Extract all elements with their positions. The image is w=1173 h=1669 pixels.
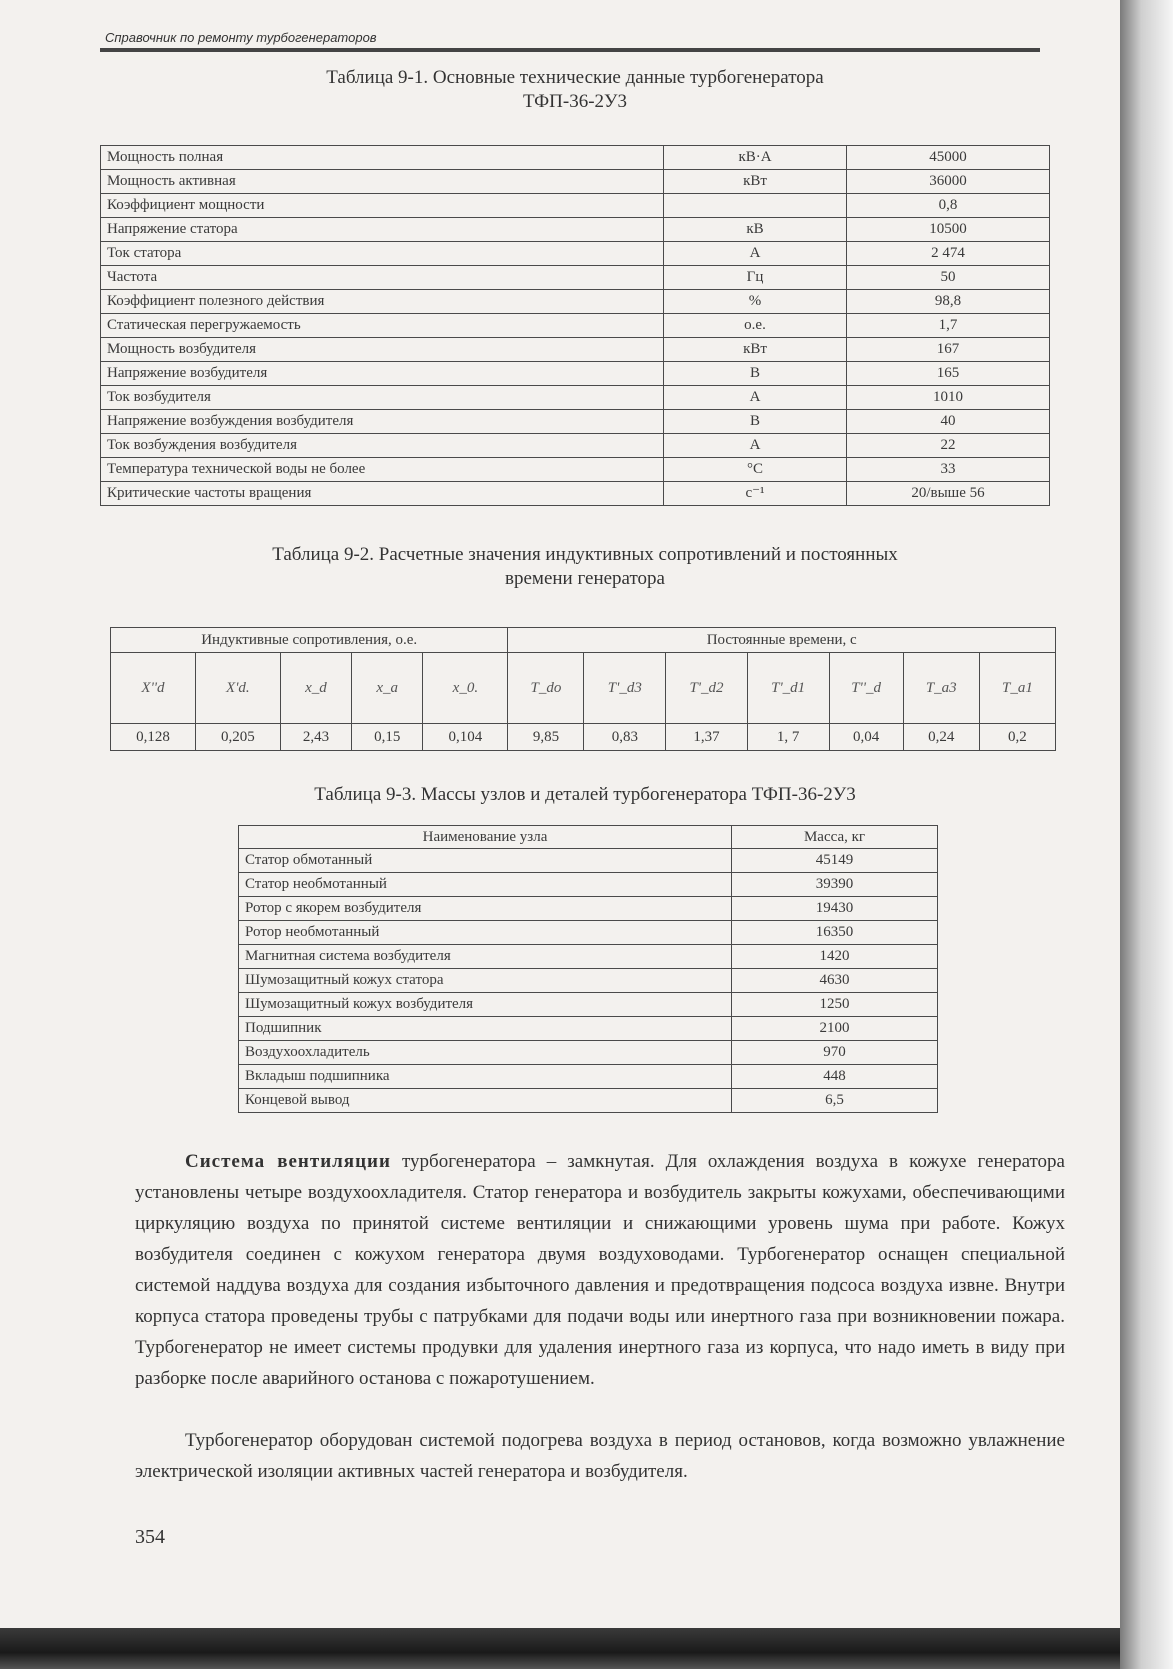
unit-mass: 970 xyxy=(732,1041,938,1065)
value-cell: 0,15 xyxy=(352,724,423,751)
unit-name: Воздухоохладитель xyxy=(239,1041,732,1065)
param-name: Напряжение возбуждения возбудителя xyxy=(101,410,664,434)
unit-mass: 1250 xyxy=(732,993,938,1017)
table-row xyxy=(101,170,1050,194)
group-header-time-constants: Постоянные времени, с xyxy=(508,628,1056,653)
table-row xyxy=(101,146,1050,170)
table-row xyxy=(101,434,1050,458)
table-row xyxy=(101,194,1050,218)
symbol-cell: X'd. xyxy=(195,653,280,724)
param-unit: В xyxy=(664,410,847,434)
table-row xyxy=(101,266,1050,290)
param-value: 2 474 xyxy=(847,242,1050,266)
param-value: 20/выше 56 xyxy=(847,482,1050,506)
table1-caption-line2: ТФП-36-2У3 xyxy=(522,91,628,112)
param-value: 50 xyxy=(847,266,1050,290)
unit-name: Статор необмотанный xyxy=(239,873,732,897)
unit-name: Шумозащитный кожух возбудителя xyxy=(239,993,732,1017)
param-value: 1010 xyxy=(847,386,1050,410)
param-name: Напряжение возбудителя xyxy=(101,362,664,386)
value-cell: 0,83 xyxy=(584,724,666,751)
table-row xyxy=(239,1089,938,1113)
param-unit: кВт xyxy=(664,338,847,362)
unit-name: Ротор с якорем возбудителя xyxy=(239,897,732,921)
param-unit: кВт xyxy=(664,170,847,194)
param-name: Ток возбуждения возбудителя xyxy=(101,434,664,458)
param-value: 98,8 xyxy=(847,290,1050,314)
param-unit: А xyxy=(664,242,847,266)
table3-caption: Таблица 9-3. Массы узлов и деталей турбогенератора ТФП-36-2У3 xyxy=(314,784,856,805)
table-row xyxy=(101,410,1050,434)
param-value: 33 xyxy=(847,458,1050,482)
param-value: 40 xyxy=(847,410,1050,434)
unit-mass: 39390 xyxy=(732,873,938,897)
param-unit: А xyxy=(664,434,847,458)
technical-data-table xyxy=(100,145,1050,506)
unit-mass: 6,5 xyxy=(732,1089,938,1113)
unit-name: Шумозащитный кожух статора xyxy=(239,969,732,993)
group-header-reactances: Индуктивные сопротивления, о.е. xyxy=(111,628,508,653)
table-row xyxy=(239,1017,938,1041)
value-cell: 9,85 xyxy=(508,724,584,751)
reactance-table xyxy=(110,627,1056,751)
param-unit xyxy=(664,194,847,218)
param-unit: В xyxy=(664,362,847,386)
value-cell: 2,43 xyxy=(280,724,351,751)
unit-name: Вкладыш подшипника xyxy=(239,1065,732,1089)
symbol-cell: x_d xyxy=(280,653,351,724)
param-value: 167 xyxy=(847,338,1050,362)
mass-table xyxy=(238,825,938,1113)
paragraph-heating: Турбогенератор оборудован системой подогрева воздуха в период остановов, когда возможно увлажнение электрической изоляции активных частей генератора и возбудителя. xyxy=(135,1430,1065,1482)
table1-caption-line1: Таблица 9-1. Основные технические данные турбогенератора xyxy=(326,67,824,88)
symbol-cell: T_a1 xyxy=(979,653,1055,724)
table-row xyxy=(101,362,1050,386)
value-cell: 0,2 xyxy=(979,724,1055,751)
param-name: Мощность возбудителя xyxy=(101,338,664,362)
unit-name: Магнитная система возбудителя xyxy=(239,945,732,969)
param-name: Температура технической воды не более xyxy=(101,458,664,482)
table-row xyxy=(101,338,1050,362)
table-row xyxy=(239,921,938,945)
param-name: Напряжение статора xyxy=(101,218,664,242)
page-number: 354 xyxy=(135,1526,165,1548)
table-row xyxy=(239,1065,938,1089)
param-value: 22 xyxy=(847,434,1050,458)
unit-mass: 2100 xyxy=(732,1017,938,1041)
param-name: Ток возбудителя xyxy=(101,386,664,410)
symbol-cell: T_do xyxy=(508,653,584,724)
param-unit: кВ xyxy=(664,218,847,242)
unit-mass: 4630 xyxy=(732,969,938,993)
param-value: 165 xyxy=(847,362,1050,386)
param-name: Коэффициент полезного действия xyxy=(101,290,664,314)
param-unit: % xyxy=(664,290,847,314)
paragraph-body: турбогенератора – замкнутая. Для охлаждения воздуха в кожухе генератора установлены четыре воздухоохладителя. Статор генератора и возбудитель закрыты кожухами, обеспечивающими циркуляцию воздуха по принятой системе вентиляции и снижающими уровень шума при работе. Кожух возбудителя соединен с кожухом генератора двумя воздуховодами. Турбогенератор оснащен специальной системой наддува воздуха для создания избыточного давления и предотвращения подсоса воздуха извне. Внутри корпуса статора проведены трубы с патрубками для подачи воды или инертного газа при возникновении пожара. Турбогенератор не имеет системы продувки для удаления инертного газа из корпуса, что надо иметь в виду при разборке после аварийного останова с пожаротушением. xyxy=(135,1151,1065,1389)
unit-mass: 19430 xyxy=(732,897,938,921)
running-head: Справочник по ремонту турбогенераторов xyxy=(105,30,377,45)
table-row xyxy=(101,314,1050,338)
unit-name: Ротор необмотанный xyxy=(239,921,732,945)
param-name: Частота xyxy=(101,266,664,290)
header-unit-name: Наименование узла xyxy=(239,826,732,849)
unit-mass: 1420 xyxy=(732,945,938,969)
symbol-cell: T''_d xyxy=(829,653,903,724)
header-mass: Масса, кг xyxy=(732,826,938,849)
unit-name: Подшипник xyxy=(239,1017,732,1041)
param-value: 1,7 xyxy=(847,314,1050,338)
param-name: Мощность активная xyxy=(101,170,664,194)
value-cell: 1, 7 xyxy=(747,724,829,751)
symbol-cell: x_a xyxy=(352,653,423,724)
value-cell: 0,128 xyxy=(111,724,196,751)
symbol-cell: T'_d1 xyxy=(747,653,829,724)
param-name: Статическая перегружаемость xyxy=(101,314,664,338)
param-unit: с⁻¹ xyxy=(664,482,847,506)
param-name: Ток статора xyxy=(101,242,664,266)
table-row xyxy=(239,873,938,897)
table-row xyxy=(239,969,938,993)
symbol-cell: T'_d3 xyxy=(584,653,666,724)
table-row xyxy=(101,482,1050,506)
unit-name: Статор обмотанный xyxy=(239,849,732,873)
value-cell: 0,04 xyxy=(829,724,903,751)
table-row xyxy=(101,242,1050,266)
param-name: Мощность полная xyxy=(101,146,664,170)
table-row xyxy=(101,290,1050,314)
table-row xyxy=(239,945,938,969)
symbol-cell: T'_d2 xyxy=(666,653,748,724)
table-row xyxy=(239,993,938,1017)
param-unit: о.е. xyxy=(664,314,847,338)
value-cell: 0,24 xyxy=(903,724,979,751)
table-row xyxy=(101,218,1050,242)
param-unit: кВ·А xyxy=(664,146,847,170)
header-rule xyxy=(100,48,1040,52)
table2-caption-line2: времени генератора xyxy=(505,568,665,589)
symbol-cell: x_0. xyxy=(423,653,508,724)
param-value: 10500 xyxy=(847,218,1050,242)
param-name: Коэффициент мощности xyxy=(101,194,664,218)
param-unit: Гц xyxy=(664,266,847,290)
table-row xyxy=(239,897,938,921)
table2-caption-line1: Таблица 9-2. Расчетные значения индуктивных сопротивлений и постоянных xyxy=(272,544,898,565)
unit-mass: 45149 xyxy=(732,849,938,873)
value-cell: 0,104 xyxy=(423,724,508,751)
value-cell: 0,205 xyxy=(195,724,280,751)
table-row xyxy=(239,1041,938,1065)
param-value: 45000 xyxy=(847,146,1050,170)
table1-caption xyxy=(100,66,1050,114)
paragraph-ventilation xyxy=(135,1146,1065,1394)
symbol-cell: X''d xyxy=(111,653,196,724)
table-row xyxy=(101,458,1050,482)
value-cell: 1,37 xyxy=(666,724,748,751)
scan-bottom-edge xyxy=(0,1628,1120,1669)
unit-mass: 16350 xyxy=(732,921,938,945)
unit-name: Концевой вывод xyxy=(239,1089,732,1113)
symbol-cell: T_a3 xyxy=(903,653,979,724)
paragraph-lead: Система вентиляции xyxy=(185,1151,391,1172)
book-spine-edge xyxy=(1120,0,1173,1669)
table-row xyxy=(101,386,1050,410)
param-unit: А xyxy=(664,386,847,410)
param-name: Критические частоты вращения xyxy=(101,482,664,506)
param-value: 0,8 xyxy=(847,194,1050,218)
table2-caption xyxy=(110,543,1060,591)
param-value: 36000 xyxy=(847,170,1050,194)
unit-mass: 448 xyxy=(732,1065,938,1089)
param-unit: °С xyxy=(664,458,847,482)
table-row xyxy=(239,849,938,873)
